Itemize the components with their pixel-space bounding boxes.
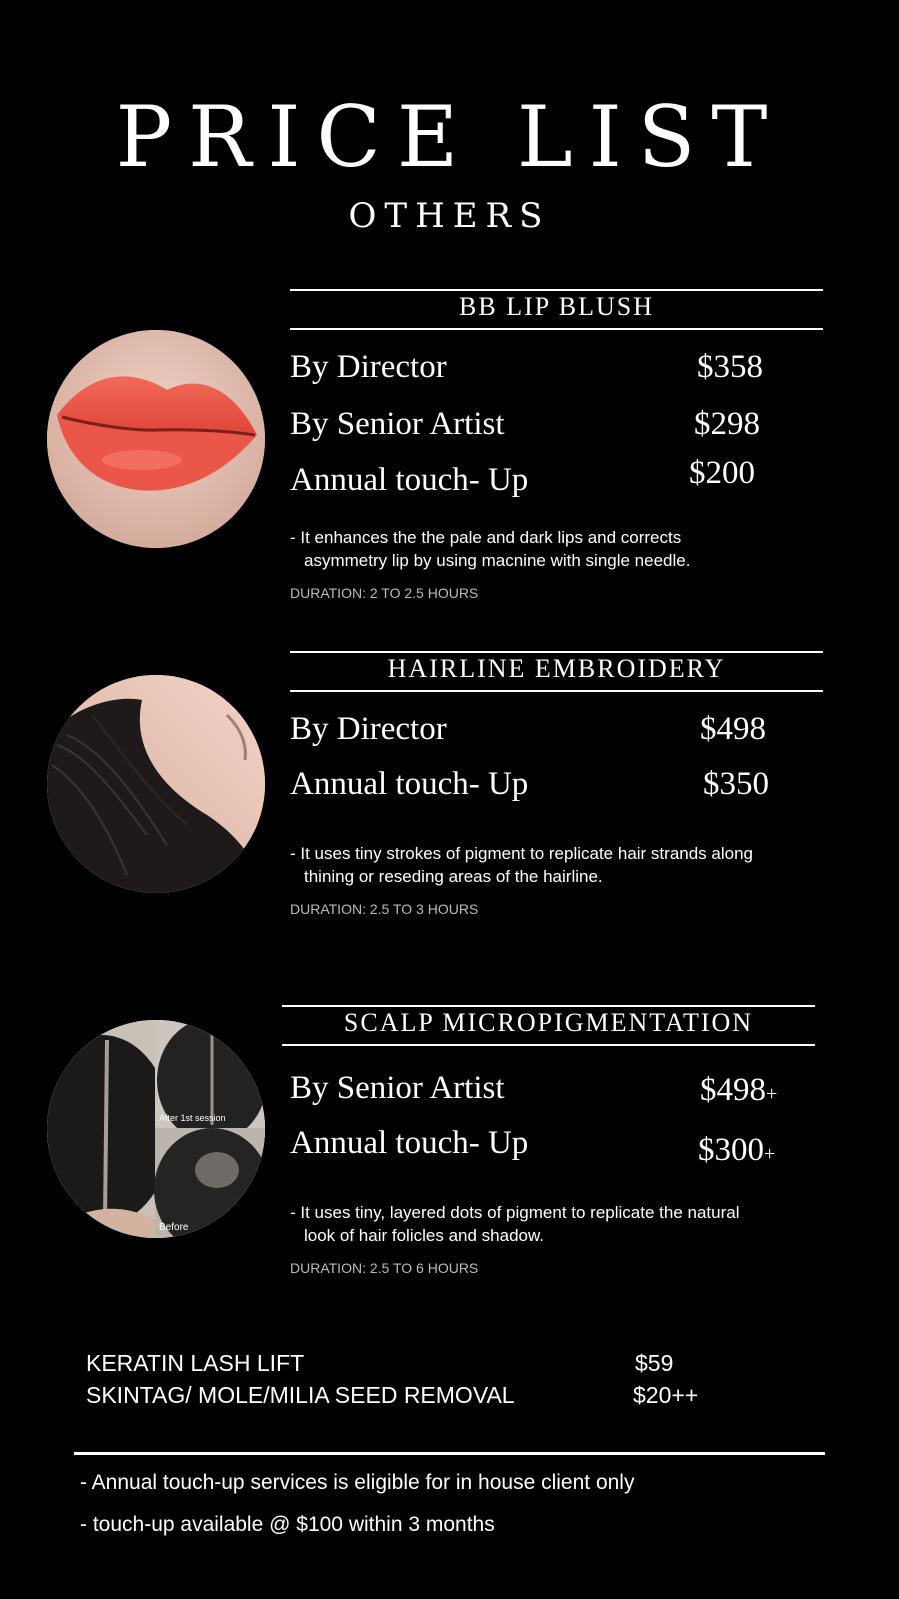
scalp-illustration: [47, 1020, 265, 1238]
service-label: Annual touch- Up: [290, 462, 529, 498]
duration: DURATION: 2.5 TO 3 HOURS: [290, 901, 479, 917]
service-label: By Director: [290, 711, 447, 747]
divider: [290, 328, 823, 330]
lips-photo: [47, 330, 265, 548]
price-suffix: +: [766, 1083, 778, 1105]
scalp-photo: [47, 1020, 265, 1238]
photo-label-after: After 1st session: [159, 1113, 226, 1123]
service-price: $350: [703, 766, 769, 802]
extra-service-price: $20++: [633, 1382, 699, 1408]
service-price: $498: [700, 711, 766, 747]
service-price: $358: [697, 349, 763, 385]
service-price: $200: [689, 455, 755, 491]
service-label: Annual touch- Up: [290, 1125, 529, 1161]
description-line: - It uses tiny, layered dots of pigment to replicate the natural: [290, 1203, 740, 1222]
section-title-hairline-embroidery: HAIRLINE EMBROIDERY: [387, 654, 726, 683]
description-line: look of hair folicles and shadow.: [304, 1226, 545, 1245]
footnote: - Annual touch-up services is eligible for in house client only: [80, 1471, 635, 1494]
service-label: By Director: [290, 349, 447, 385]
photo-label-before: Before: [159, 1222, 189, 1233]
description-line: asymmetry lip by using macnine with single needle.: [304, 551, 691, 570]
page-title: PRICE LIST: [115, 88, 784, 186]
divider: [74, 1452, 825, 1455]
extra-service-label: KERATIN LASH LIFT: [86, 1350, 305, 1376]
service-description: [290, 526, 810, 572]
service-label: By Senior Artist: [290, 1070, 505, 1106]
duration: DURATION: 2 TO 2.5 HOURS: [290, 585, 479, 601]
service-price: [700, 1072, 777, 1109]
price-value: $498: [700, 1072, 766, 1108]
duration: DURATION: 2.5 TO 6 HOURS: [290, 1260, 479, 1276]
service-label: Annual touch- Up: [290, 766, 529, 802]
service-price: $298: [694, 406, 760, 442]
lips-illustration: [47, 330, 265, 548]
footnote: - touch-up available @ $100 within 3 months: [80, 1513, 495, 1536]
section-title-scalp-micropigmentation: SCALP MICROPIGMENTATION: [343, 1008, 754, 1037]
extra-service-label: SKINTAG/ MOLE/MILIA SEED REMOVAL: [86, 1382, 515, 1408]
description-line: - It enhances the the pale and dark lips and corrects: [290, 528, 682, 547]
price-value: $300: [698, 1132, 764, 1168]
extra-service-price: $59: [635, 1350, 674, 1376]
price-suffix: +: [764, 1143, 776, 1165]
divider: [282, 1044, 815, 1046]
hairline-photo: [47, 675, 265, 893]
section-title-bb-lip-blush: BB LIP BLUSH: [459, 292, 654, 321]
divider: [290, 651, 823, 653]
service-price: [698, 1132, 775, 1169]
service-label: By Senior Artist: [290, 406, 505, 442]
description-line: thining or reseding areas of the hairline.: [304, 867, 603, 886]
divider: [282, 1005, 815, 1007]
description-line: - It uses tiny strokes of pigment to replicate hair strands along: [290, 844, 754, 863]
page-subtitle: OTHERS: [348, 196, 551, 236]
divider: [290, 690, 823, 692]
service-description: [290, 1201, 830, 1247]
hairline-illustration: [47, 675, 265, 893]
divider: [290, 289, 823, 291]
service-description: [290, 842, 830, 888]
